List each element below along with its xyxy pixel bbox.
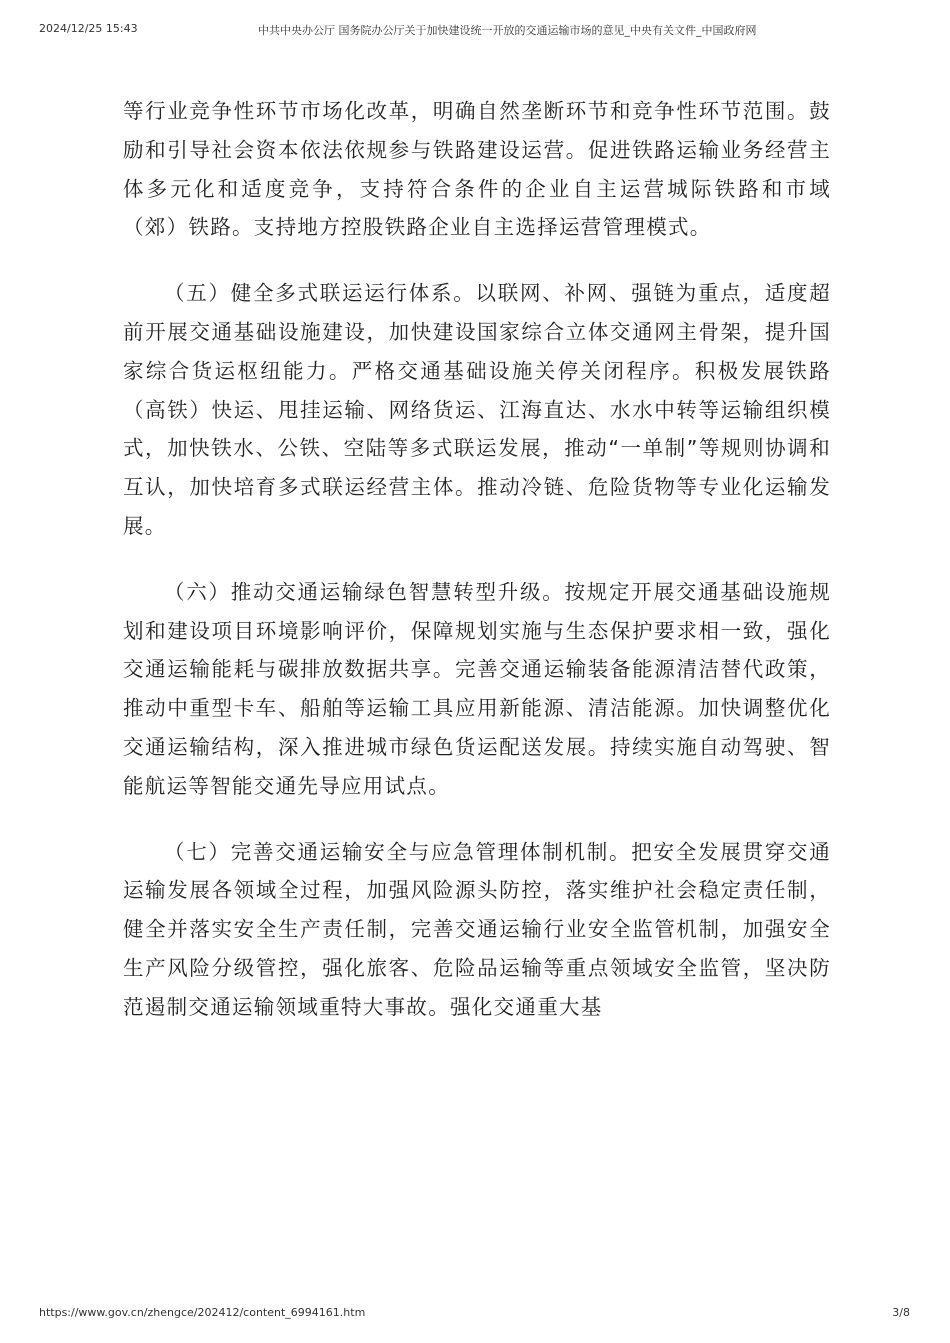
print-datetime: 2024/12/25 15:43: [39, 22, 138, 35]
print-footer: [0, 1306, 950, 1322]
print-header: [0, 22, 950, 38]
paragraph-section-7: （七）完善交通运输安全与应急管理体制机制。把安全发展贯穿交通运输发展各领域全过程，加强风险源头防控，落实维护社会稳定责任制，健全并落实安全生产责任制，完善交通运输行业安全监管机制，加强安全生产风险分级管控，强化旅客、危险品运输等重点领域安全监管，坚决防范遏制交通运输领域重特大事故。强化交通重大基: [123, 839, 831, 1019]
paragraph-section-6: （六）推动交通运输绿色智慧转型升级。按规定开展交通基础设施规划和建设项目环境影响评价，保障规划实施与生态保护要求相一致，强化交通运输能耗与碳排放数据共享。完善交通运输装备能源清洁替代政策，推动中重型卡车、船舶等运输工具应用新能源、清洁能源。加快调整优化交通运输结构，深入推进城市绿色货运配送发展。持续实施自动驾驶、智能航运等智能交通先导应用试点。: [123, 579, 831, 798]
print-url: https://www.gov.cn/zhengce/202412/content_6994161.htm: [39, 1306, 366, 1319]
paragraph-section-5: （五）健全多式联运运行体系。以联网、补网、强链为重点，适度超前开展交通基础设施建设，加快建设国家综合立体交通网主骨架，提升国家综合货运枢纽能力。严格交通基础设施关停关闭程序。积极发展铁路（高铁）快运、甩挂运输、网络货运、江海直达、水水中转等运输组织模式，加快铁水、公铁、空陆等多式联运发展，推动“一单制”等规则协调和互认，加快培育多式联运经营主体。推动冷链、危险货物等专业化运输发展。: [123, 281, 831, 538]
page-number: 3/8: [892, 1306, 910, 1319]
paragraph-continued: 等行业竞争性环节市场化改革，明确自然垄断环节和竞争性环节范围。鼓励和引导社会资本依法依规参与铁路建设运营。促进铁路运输业务经营主体多元化和适度竞争，支持符合条件的企业自主运营城际铁路和市域（郊）铁路。支持地方控股铁路企业自主选择运营管理模式。: [123, 99, 831, 240]
article-body: [123, 92, 831, 1054]
print-page-title: 中共中央办公厅 国务院办公厅关于加快建设统一开放的交通运输市场的意见_中央有关文件_中国政府网: [258, 24, 757, 37]
